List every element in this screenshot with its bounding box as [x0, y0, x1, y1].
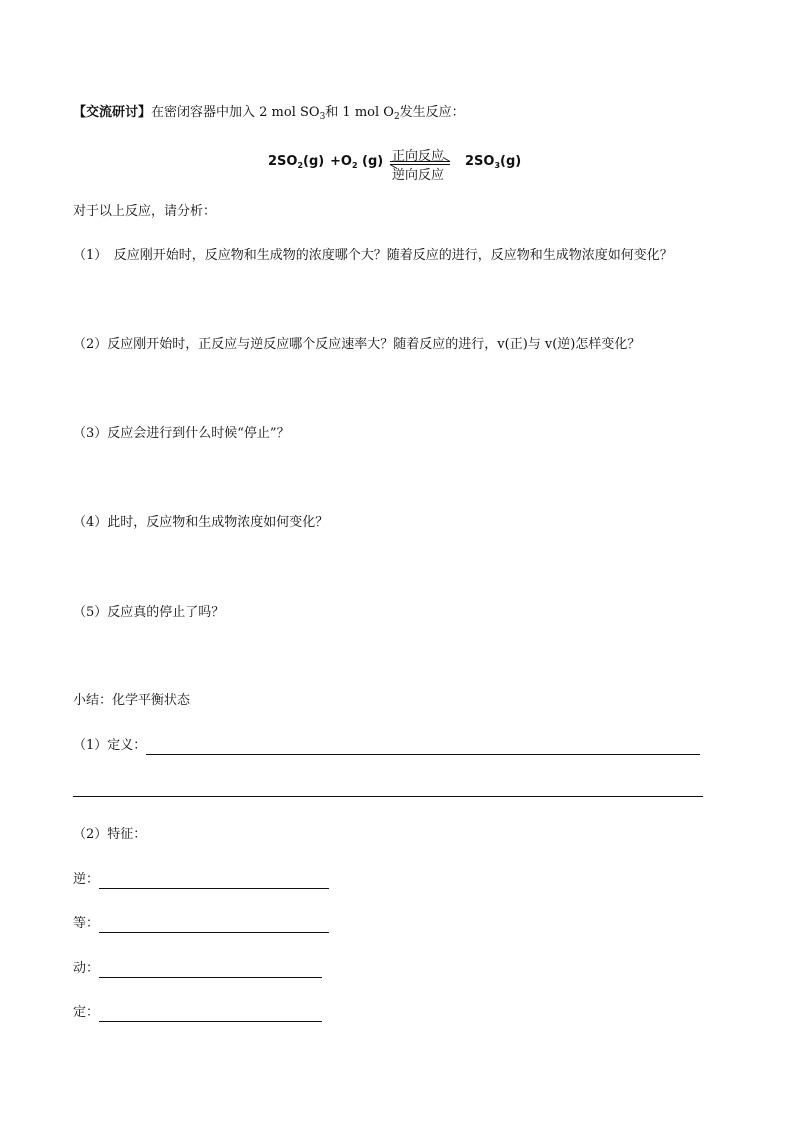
definition-blank-2[interactable] — [73, 796, 703, 797]
product: $2SO_3(g)$ — [465, 154, 522, 170]
feature-row-3 — [73, 960, 322, 978]
feature-blank[interactable] — [99, 918, 329, 933]
analysis-prompt: 对于以上反应，请分析： — [73, 204, 217, 219]
feature-row-4 — [73, 1004, 322, 1022]
summary-title: 小结：化学平衡状态 — [73, 693, 191, 708]
feature-row-2 — [73, 915, 329, 933]
definition-label: （1）定义： — [73, 738, 147, 753]
feature-label: 动： — [73, 961, 100, 976]
feature-label: 定： — [73, 1005, 100, 1020]
feature-row-1 — [73, 871, 329, 889]
intro-sub-b: 2 — [393, 112, 400, 122]
question-3: （3）反应会进行到什么时候“停止”？ — [73, 426, 290, 441]
reactant-1: $2SO_2(g)$ — [268, 154, 325, 170]
forward-label: 正向反应 — [392, 149, 445, 164]
intro-text-a: 在密闭容器中加入 2 mol SO — [151, 105, 320, 120]
reactant-2: $+O_2$ (g) — [330, 154, 384, 170]
reverse-label: 逆向反应 — [392, 168, 445, 183]
definition-row — [73, 737, 700, 755]
features-label: （2）特征： — [73, 827, 147, 842]
feature-blank[interactable] — [99, 1007, 322, 1022]
question-1: （1） 反应刚开始时，反应物和生成物的浓度哪个大？随着反应的进行，反应物和生成物浓度如何变化？ — [73, 248, 673, 263]
section-tag: 【交流研讨】 — [73, 105, 152, 120]
question-2: （2）反应刚开始时，正反应与逆反应哪个反应速率大？随着反应的进行，v(正)与 v(逆)怎样变化？ — [73, 337, 641, 352]
definition-blank[interactable] — [146, 740, 700, 755]
feature-blank[interactable] — [99, 963, 322, 978]
feature-blank[interactable] — [99, 874, 329, 889]
intro-text-b: 和 1 mol O — [325, 105, 394, 120]
intro-line — [73, 104, 465, 126]
intro-sub-a: 3 — [319, 112, 326, 122]
question-5: （5）反应真的停止了吗？ — [73, 605, 225, 620]
feature-label: 等： — [73, 916, 100, 931]
intro-text-c: 发生反应： — [399, 105, 465, 120]
question-4: （4）此时，反应物和生成物浓度如何变化？ — [73, 515, 329, 530]
feature-label: 逆： — [73, 872, 100, 887]
